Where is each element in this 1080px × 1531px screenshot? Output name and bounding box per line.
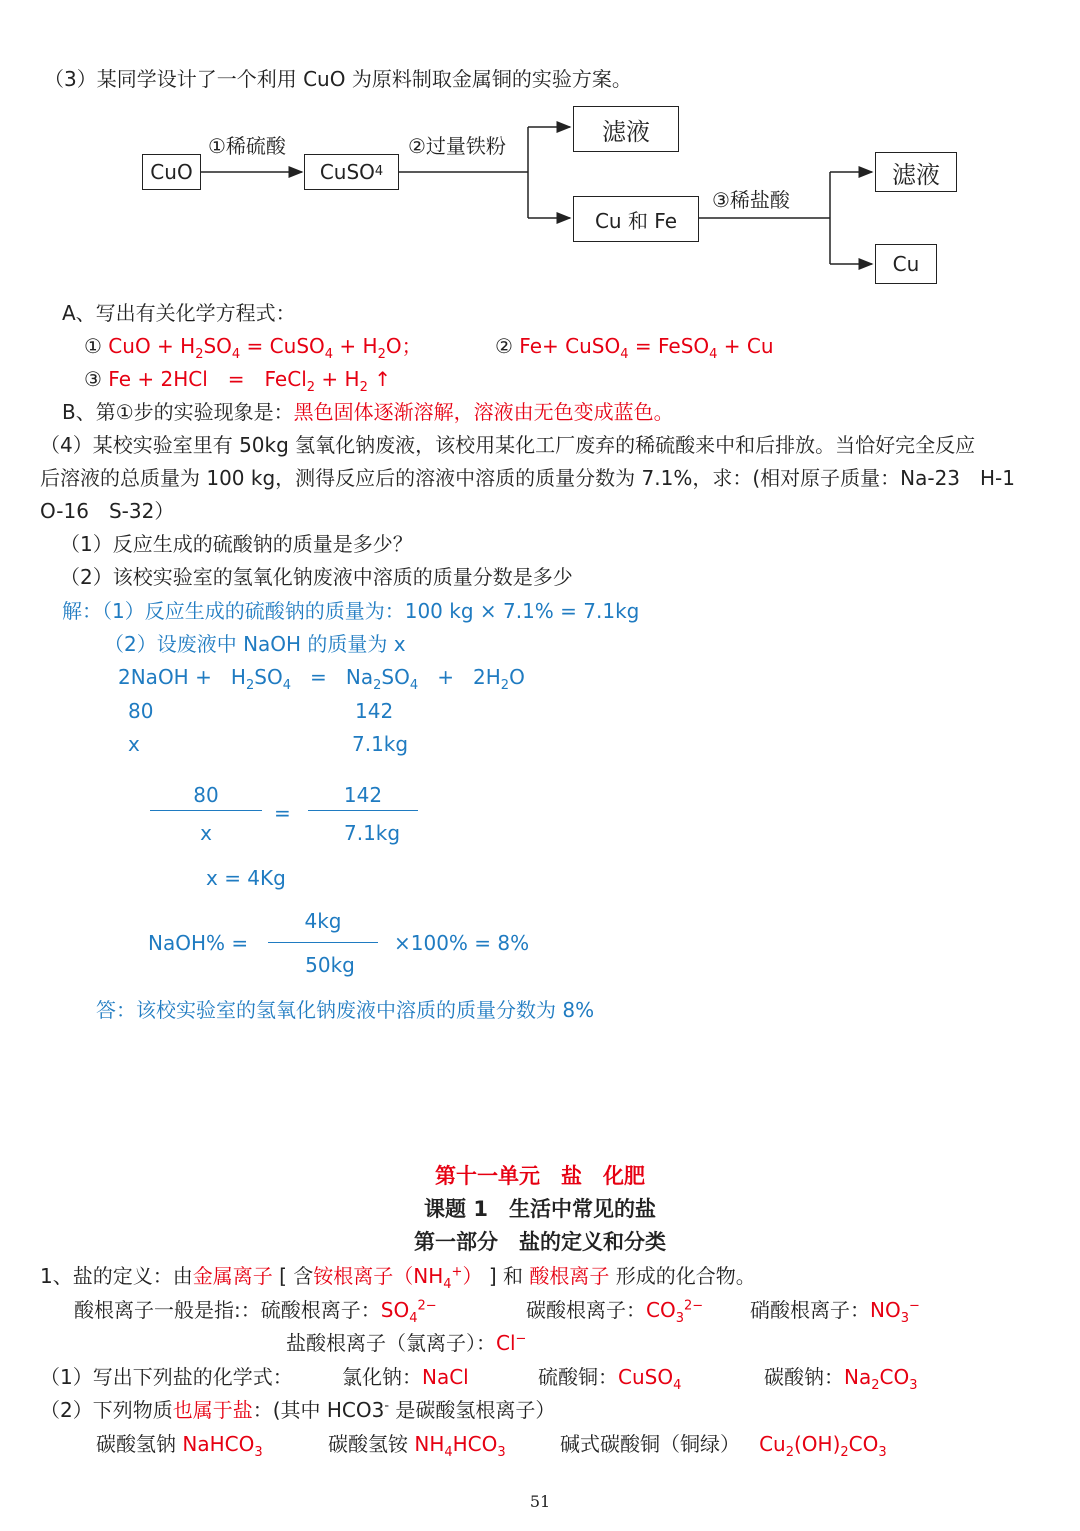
exercise-2-cu2oh2co3: 碱式碳酸铜（铜绿） $Cu_2(OH)_2CO_3$ [560, 1432, 887, 1460]
acid-ions-line: 酸根离子一般是指:：硫酸根离子：$SO_4^{2-}$ [74, 1298, 437, 1326]
box-filtrate-2: 滤液 [875, 152, 957, 192]
molar-mass-naoh: 80 [128, 699, 154, 723]
proportion-equals: = [274, 801, 291, 825]
frac2-denominator: 7.1kg [344, 821, 401, 845]
chloride-ion: 盐酸根离子（氯离子）：Cl− [286, 1331, 527, 1355]
equation-1: ① CuO + $H_2SO_4$ = CuSO$_4$ + $H_2O$； [84, 334, 422, 362]
unit-title: 第十一单元 盐 化肥 [435, 1164, 645, 1188]
part-a-label: A、写出有关化学方程式： [62, 301, 296, 325]
q3-intro: （3）某同学设计了一个利用 CuO 为原料制取金属铜的实验方案。 [44, 67, 632, 91]
q4-line-3: O-16 S-32） [40, 499, 175, 523]
exercise-1-cuso4: 硫酸铜：CuSO$_4$ [538, 1365, 682, 1393]
part-title: 第一部分 盐的定义和分类 [414, 1230, 666, 1254]
salt-definition: 1、盐的定义：由金属离子 [ 含铵根离子$(NH_4^+)$ ] 和 酸根离子 形成的化合物。 [40, 1264, 756, 1292]
naoh-percent-label: NaOH% = [148, 931, 249, 955]
box-filtrate-1: 滤液 [573, 106, 679, 152]
solution-line-2: （2）设废液中 NaOH 的质量为 x [104, 632, 406, 656]
frac2-bar [308, 810, 418, 811]
exercise-1-label: （1）写出下列盐的化学式： [40, 1365, 293, 1389]
molar-mass-na2so4: 142 [355, 699, 394, 723]
x-result: x = 4Kg [206, 866, 286, 890]
equation-3: ③ Fe + 2HCl = FeCl$_2$ + $H_2$ ↑ [84, 367, 391, 395]
box-cuo: CuO [142, 154, 201, 190]
page-number: 51 [529, 1492, 551, 1511]
carbonate-ion: 碳酸根离子：$CO_3^{2-}$ [526, 1298, 704, 1326]
naoh-fraction-bar [268, 942, 378, 943]
unknown-x: x [128, 732, 140, 756]
solution-equation: 2NaOH + $H_2SO_4$ = $Na_2SO_4$ + $2H_2O$ [118, 665, 525, 693]
label-step3: ③稀盐酸 [712, 188, 790, 212]
solution-line-1: 解：（1）反应生成的硫酸钠的质量为：100 kg × 7.1% = 7.1kg [62, 599, 640, 623]
naoh-denominator: 50kg [305, 953, 355, 977]
box-cuso4: CuSO 4 [304, 154, 399, 190]
box-cu: Cu [875, 244, 937, 284]
exercise-2-label: （2）下列物质也属于盐：(其中 HCO3- 是碳酸氢根离子） [40, 1398, 556, 1422]
box-cu-fe: Cu 和 Fe [573, 196, 699, 242]
frac2-numerator: 142 [343, 783, 383, 807]
topic-title: 课题 1 生活中常见的盐 [424, 1197, 656, 1221]
label-step2: ②过量铁粉 [408, 134, 506, 158]
solution-answer: 答：该校实验室的氢氧化钠废液中溶质的质量分数为 8% [96, 998, 595, 1022]
label-step1: ①稀硫酸 [208, 134, 286, 158]
q4-sub-1: （1）反应生成的硫酸钠的质量是多少？ [60, 532, 413, 556]
equation-2: ② Fe+ CuSO$_4$ = FeSO$_4$ + Cu [495, 334, 774, 362]
frac1-denominator: x [200, 821, 212, 845]
frac1-numerator: 80 [193, 783, 219, 807]
known-mass: 7.1kg [352, 732, 409, 756]
exercise-1-nacl: 氯化钠：NaCl [342, 1365, 469, 1389]
naoh-numerator: 4kg [304, 909, 342, 933]
q4-line-1: （4）某校实验室里有 50kg 氢氧化钠废液，该校用某化工厂废弃的稀硫酸来中和后排放。当恰好完全反应 [40, 433, 976, 457]
part-b: B、第①步的实验现象是：黑色固体逐渐溶解，溶液由无色变成蓝色。 [62, 400, 674, 424]
exercise-1-na2co3: 碳酸钠：$Na_2CO_3$ [764, 1365, 918, 1393]
nitrate-ion: 硝酸根离子：$NO_3^-$ [750, 1298, 920, 1326]
naoh-result: ×100% = 8% [394, 931, 530, 955]
exercise-2-nh4hco3: 碳酸氢铵 $NH_4HCO_3$ [328, 1432, 506, 1460]
q4-sub-2: （2）该校实验室的氢氧化钠废液中溶质的质量分数是多少 [60, 565, 573, 589]
frac1-bar [150, 810, 262, 811]
exercise-2-nahco3: 碳酸氢钠 NaHCO$_3$ [96, 1432, 263, 1460]
q4-line-2: 后溶液的总质量为 100 kg，测得反应后的溶液中溶质的质量分数为 7.1%，求：(相对原子质量：Na-23 H-1 [40, 466, 1015, 490]
